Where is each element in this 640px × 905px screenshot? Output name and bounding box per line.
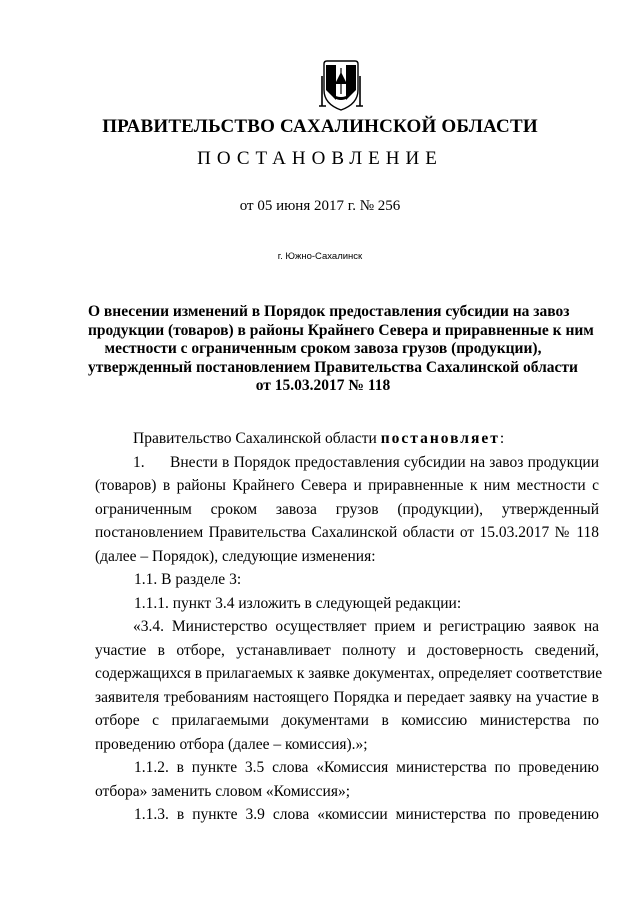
quote-line: отборе с прилагаемыми документами в комиссию министерства по bbox=[95, 712, 599, 729]
item-1-1: 1.1. В разделе 3: bbox=[134, 571, 242, 588]
coat-of-arms-emblem bbox=[318, 60, 364, 112]
title-line: О внесении изменений в Порядок предоставления субсидии на завоз bbox=[88, 303, 570, 320]
document-body bbox=[95, 427, 603, 827]
item-1-line: (товаров) в районы Крайнего Севера и приравненные к ним местности с bbox=[95, 477, 599, 494]
item-1-number: 1. bbox=[133, 453, 145, 471]
quote-line: содержащихся в прилагаемых к заявке документах, определяет соответствие bbox=[95, 665, 603, 682]
document-title bbox=[88, 303, 594, 396]
preamble-emphasis: постановляет bbox=[380, 430, 500, 447]
quote-line: проведению отбора (далее – комиссия).»; bbox=[95, 735, 368, 753]
title-line: утвержденный постановлением Правительства Сахалинской области bbox=[88, 358, 578, 376]
item-1-1-2-line: отбора» заменить словом «Комиссия»; bbox=[95, 782, 351, 800]
item-1-1-3-line: 1.1.3. в пункте 3.9 слова «комиссии министерства по проведению bbox=[134, 806, 599, 823]
organization-name: ПРАВИТЕЛЬСТВО САХАЛИНСКОЙ ОБЛАСТИ bbox=[102, 116, 538, 137]
item-1-1-2-line: 1.1.2. в пункте 3.5 слова «Комиссия министерства по проведению bbox=[134, 759, 599, 776]
quote-line: заявителя требованиям настоящего Порядка и передает заявку на участие в bbox=[95, 688, 599, 706]
item-1-line: 1. Внести в Порядок предоставления субсидии на завоз продукции bbox=[95, 451, 599, 475]
title-line: продукции (товаров) в районы Крайнего Севера и приравненные к ним bbox=[88, 321, 594, 339]
title-line: от 15.03.2017 № 118 bbox=[255, 377, 391, 394]
item-1-line: (далее – Порядок), следующие изменения: bbox=[95, 547, 376, 565]
title-line: местности с ограниченным сроком завоза грузов (продукции), bbox=[104, 340, 542, 357]
item-1-line: постановлением Правительства Сахалинской области от 15.03.2017 № 118 bbox=[95, 524, 599, 541]
quote-line: участие в отборе, устанавливает полноту и достоверность сведений, bbox=[95, 641, 599, 659]
item-1-1-1: 1.1.1. пункт 3.4 изложить в следующей редакции: bbox=[134, 594, 462, 612]
city-name: г. Южно-Сахалинск bbox=[277, 251, 363, 262]
item-1-line: ограниченным сроком завоза грузов (продукции), утвержденный bbox=[95, 500, 599, 518]
quote-line: «3.4. Министерство осуществляет прием и регистрацию заявок на bbox=[133, 618, 599, 635]
document-type: ПОСТАНОВЛЕНИЕ bbox=[197, 148, 443, 169]
preamble: Правительство Сахалинской области постановляет: bbox=[133, 430, 505, 447]
date-and-number: от 05 июня 2017 г. № 256 bbox=[239, 198, 401, 214]
